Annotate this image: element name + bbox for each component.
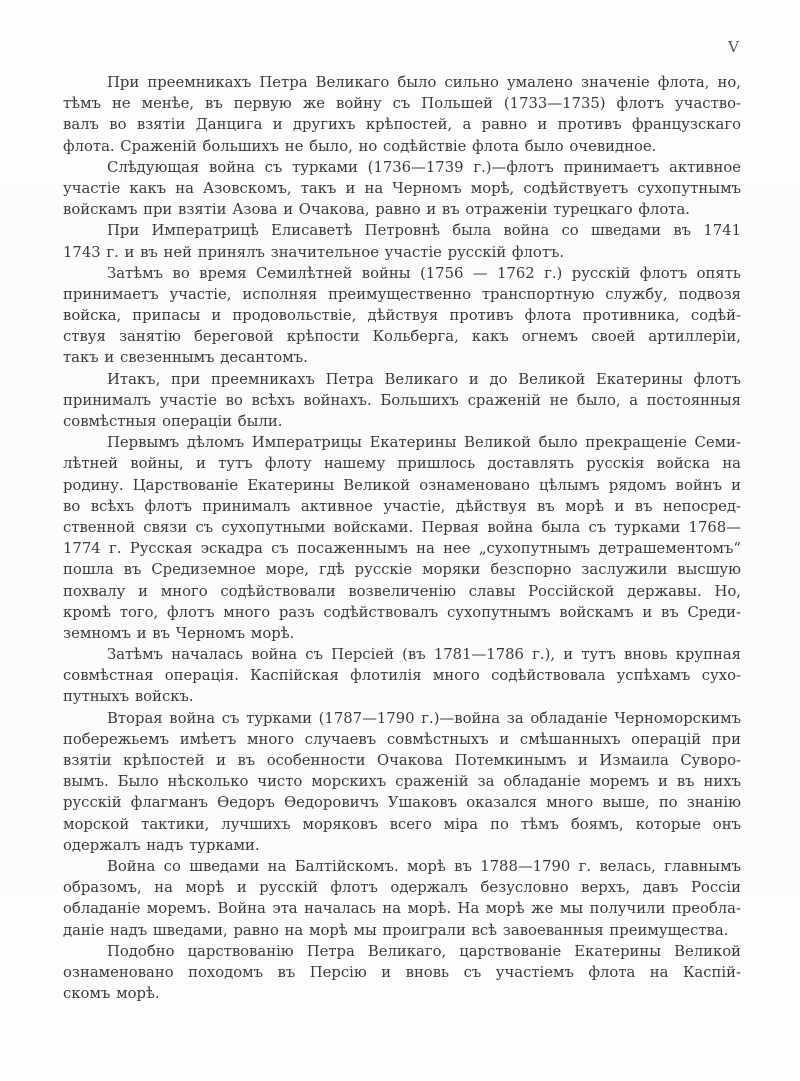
text-line: Затѣмъ началась война съ Персіей (въ 1781—1786 г.), и тутъ вновь крупная xyxy=(107,646,741,664)
text-line: Война со шведами на Балтійскомъ. морѣ въ 1788—1790 г. велась, главнымъ xyxy=(107,857,741,875)
paragraph xyxy=(63,220,741,262)
text-line: совмѣстная операція. Каспійская флотилія много содѣйствовала успѣхамъ сухо- xyxy=(63,667,741,685)
paragraph xyxy=(63,941,741,1005)
paragraph xyxy=(63,369,741,433)
text-line: Затѣмъ во время Семилѣтней войны (1756 — 1762 г.) русскій флотъ опять xyxy=(107,264,741,282)
paragraph xyxy=(63,856,741,941)
text-line: путныхъ войскъ. xyxy=(63,688,194,706)
text-line: взятіи крѣпостей и въ особенности Очакова Потемкинымъ и Измаила Суворо- xyxy=(63,752,741,769)
text-line: земномъ и въ Черномъ морѣ. xyxy=(63,624,295,642)
text-line: флота. Сраженій большихъ не было, но содѣйствіе флота было очевидное. xyxy=(63,137,657,155)
paragraph xyxy=(63,708,741,856)
text-line: войскамъ при взятіи Азова и Очакова, равно и въ отраженіи турецкаго флота. xyxy=(63,201,690,219)
text-line: такъ и свезеннымъ десантомъ. xyxy=(63,349,308,367)
text-line: пошла въ Средиземное море, гдѣ русскіе моряки безспорно заслужили высшую xyxy=(63,561,741,579)
text-line: даніе надъ шведами, равно на морѣ мы проиграли всѣ завоеванныя преимущества. xyxy=(63,921,729,939)
text-line: Слѣдующая война съ турками (1736—1739 г.)—флотъ принимаетъ активное xyxy=(107,158,741,176)
text-line: совмѣстныя операціи были. xyxy=(63,413,283,430)
text-line: похвалу и много содѣйствовали возвеличенію славы Россійской державы. Но, xyxy=(63,582,741,600)
text-line: войска, припасы и продовольствіе, дѣйствуя противъ флота противника, содѣй- xyxy=(63,307,741,325)
text-line: принимаетъ участіе, исполняя преимущественно транспортную службу, подвозя xyxy=(63,285,741,303)
text-line: обладаніе моремъ. Война эта началась на морѣ. На морѣ же мы получили преобла- xyxy=(63,900,741,918)
text-line: 1743 г. и въ ней принялъ значительное участіе русскій флотъ. xyxy=(63,243,565,261)
text-line: ознаменовано походомъ въ Персію и вновь съ участіемъ флота на Каспій- xyxy=(63,963,741,981)
text-block xyxy=(63,72,741,1004)
paragraph xyxy=(63,72,741,157)
text-line: Первымъ дѣломъ Императрицы Екатерины Великой было прекращеніе Семи- xyxy=(107,434,741,452)
text-line: кромѣ того, флотъ много разъ содѣйствовалъ сухопутнымъ войскамъ и въ Среди- xyxy=(63,603,741,621)
paragraph xyxy=(63,432,741,644)
text-line: принималъ участіе во всѣхъ войнахъ. Большихъ сраженій не было, а постоянныя xyxy=(63,391,741,409)
text-line: ствуя занятію береговой крѣпости Кольберга, какъ огнемъ своей артиллеріи, xyxy=(63,328,741,346)
text-line: валъ во взятіи Данцига и другихъ крѣпостей, а равно и противъ французскаго xyxy=(63,116,741,134)
text-line: русскій флагманъ Ѳедоръ Ѳедоровичъ Ушаковъ оказался много выше, по знанію xyxy=(63,794,741,812)
text-line: одержалъ надъ турками. xyxy=(63,836,260,854)
text-line: родину. Царствованіе Екатерины Великой ознаменовано цѣлымъ рядомъ войнъ и xyxy=(63,476,741,494)
paragraph xyxy=(63,263,741,369)
text-line: Итакъ, при преемникахъ Петра Великаго и до Великой Екатерины флотъ xyxy=(107,370,741,388)
text-line: морской тактики, лучшихъ моряковъ всего міра по тѣмъ боямъ, которые онъ xyxy=(63,815,741,833)
text-line: Вторая война съ турками (1787—1790 г.)—война за обладаніе Черноморскимъ xyxy=(107,709,741,727)
paragraph xyxy=(63,157,741,221)
page-number: V xyxy=(728,38,740,56)
text-line: При Императрицѣ Елисаветѣ Петровнѣ была война со шведами въ 1741 xyxy=(107,222,741,240)
text-line: При преемникахъ Петра Великаго было сильно умалено значеніе флота, но, xyxy=(107,74,741,91)
text-line: вымъ. Было нѣсколько чисто морскихъ сраженій за обладаніе моремъ и въ нихъ xyxy=(63,773,741,791)
text-line: участіе какъ на Азовскомъ, такъ и на Черномъ морѣ, содѣйствуетъ сухопутнымъ xyxy=(63,179,741,197)
text-line: 1774 г. Русская эскадра съ посаженнымъ на нее „сухопутнымъ детрашементомъ“ xyxy=(63,540,741,558)
text-line: ственной связи съ сухопутными войсками. Первая война была съ турками 1768— xyxy=(63,518,741,536)
text-line: скомъ морѣ. xyxy=(63,985,160,1003)
paragraph xyxy=(63,644,741,708)
text-line: во всѣхъ флотъ принималъ активное участіе, дѣйствуя въ морѣ и въ непосред- xyxy=(63,497,741,515)
text-line: побережьемъ имѣетъ много случаевъ совмѣстныхъ и смѣшанныхъ операцій при xyxy=(63,730,741,748)
text-line: тѣмъ не менѣе, въ первую же войну съ Польшей (1733—1735) флотъ участво- xyxy=(63,95,741,113)
text-line: Подобно царствованію Петра Великаго, царствованіе Екатерины Великой xyxy=(107,942,741,960)
text-line: образомъ, на морѣ и русскій флотъ одержалъ безусловно верхъ, давъ Россіи xyxy=(63,879,741,897)
text-line: лѣтней войны, и тутъ флоту нашему пришлось доставлять русскія войска на xyxy=(63,455,741,473)
